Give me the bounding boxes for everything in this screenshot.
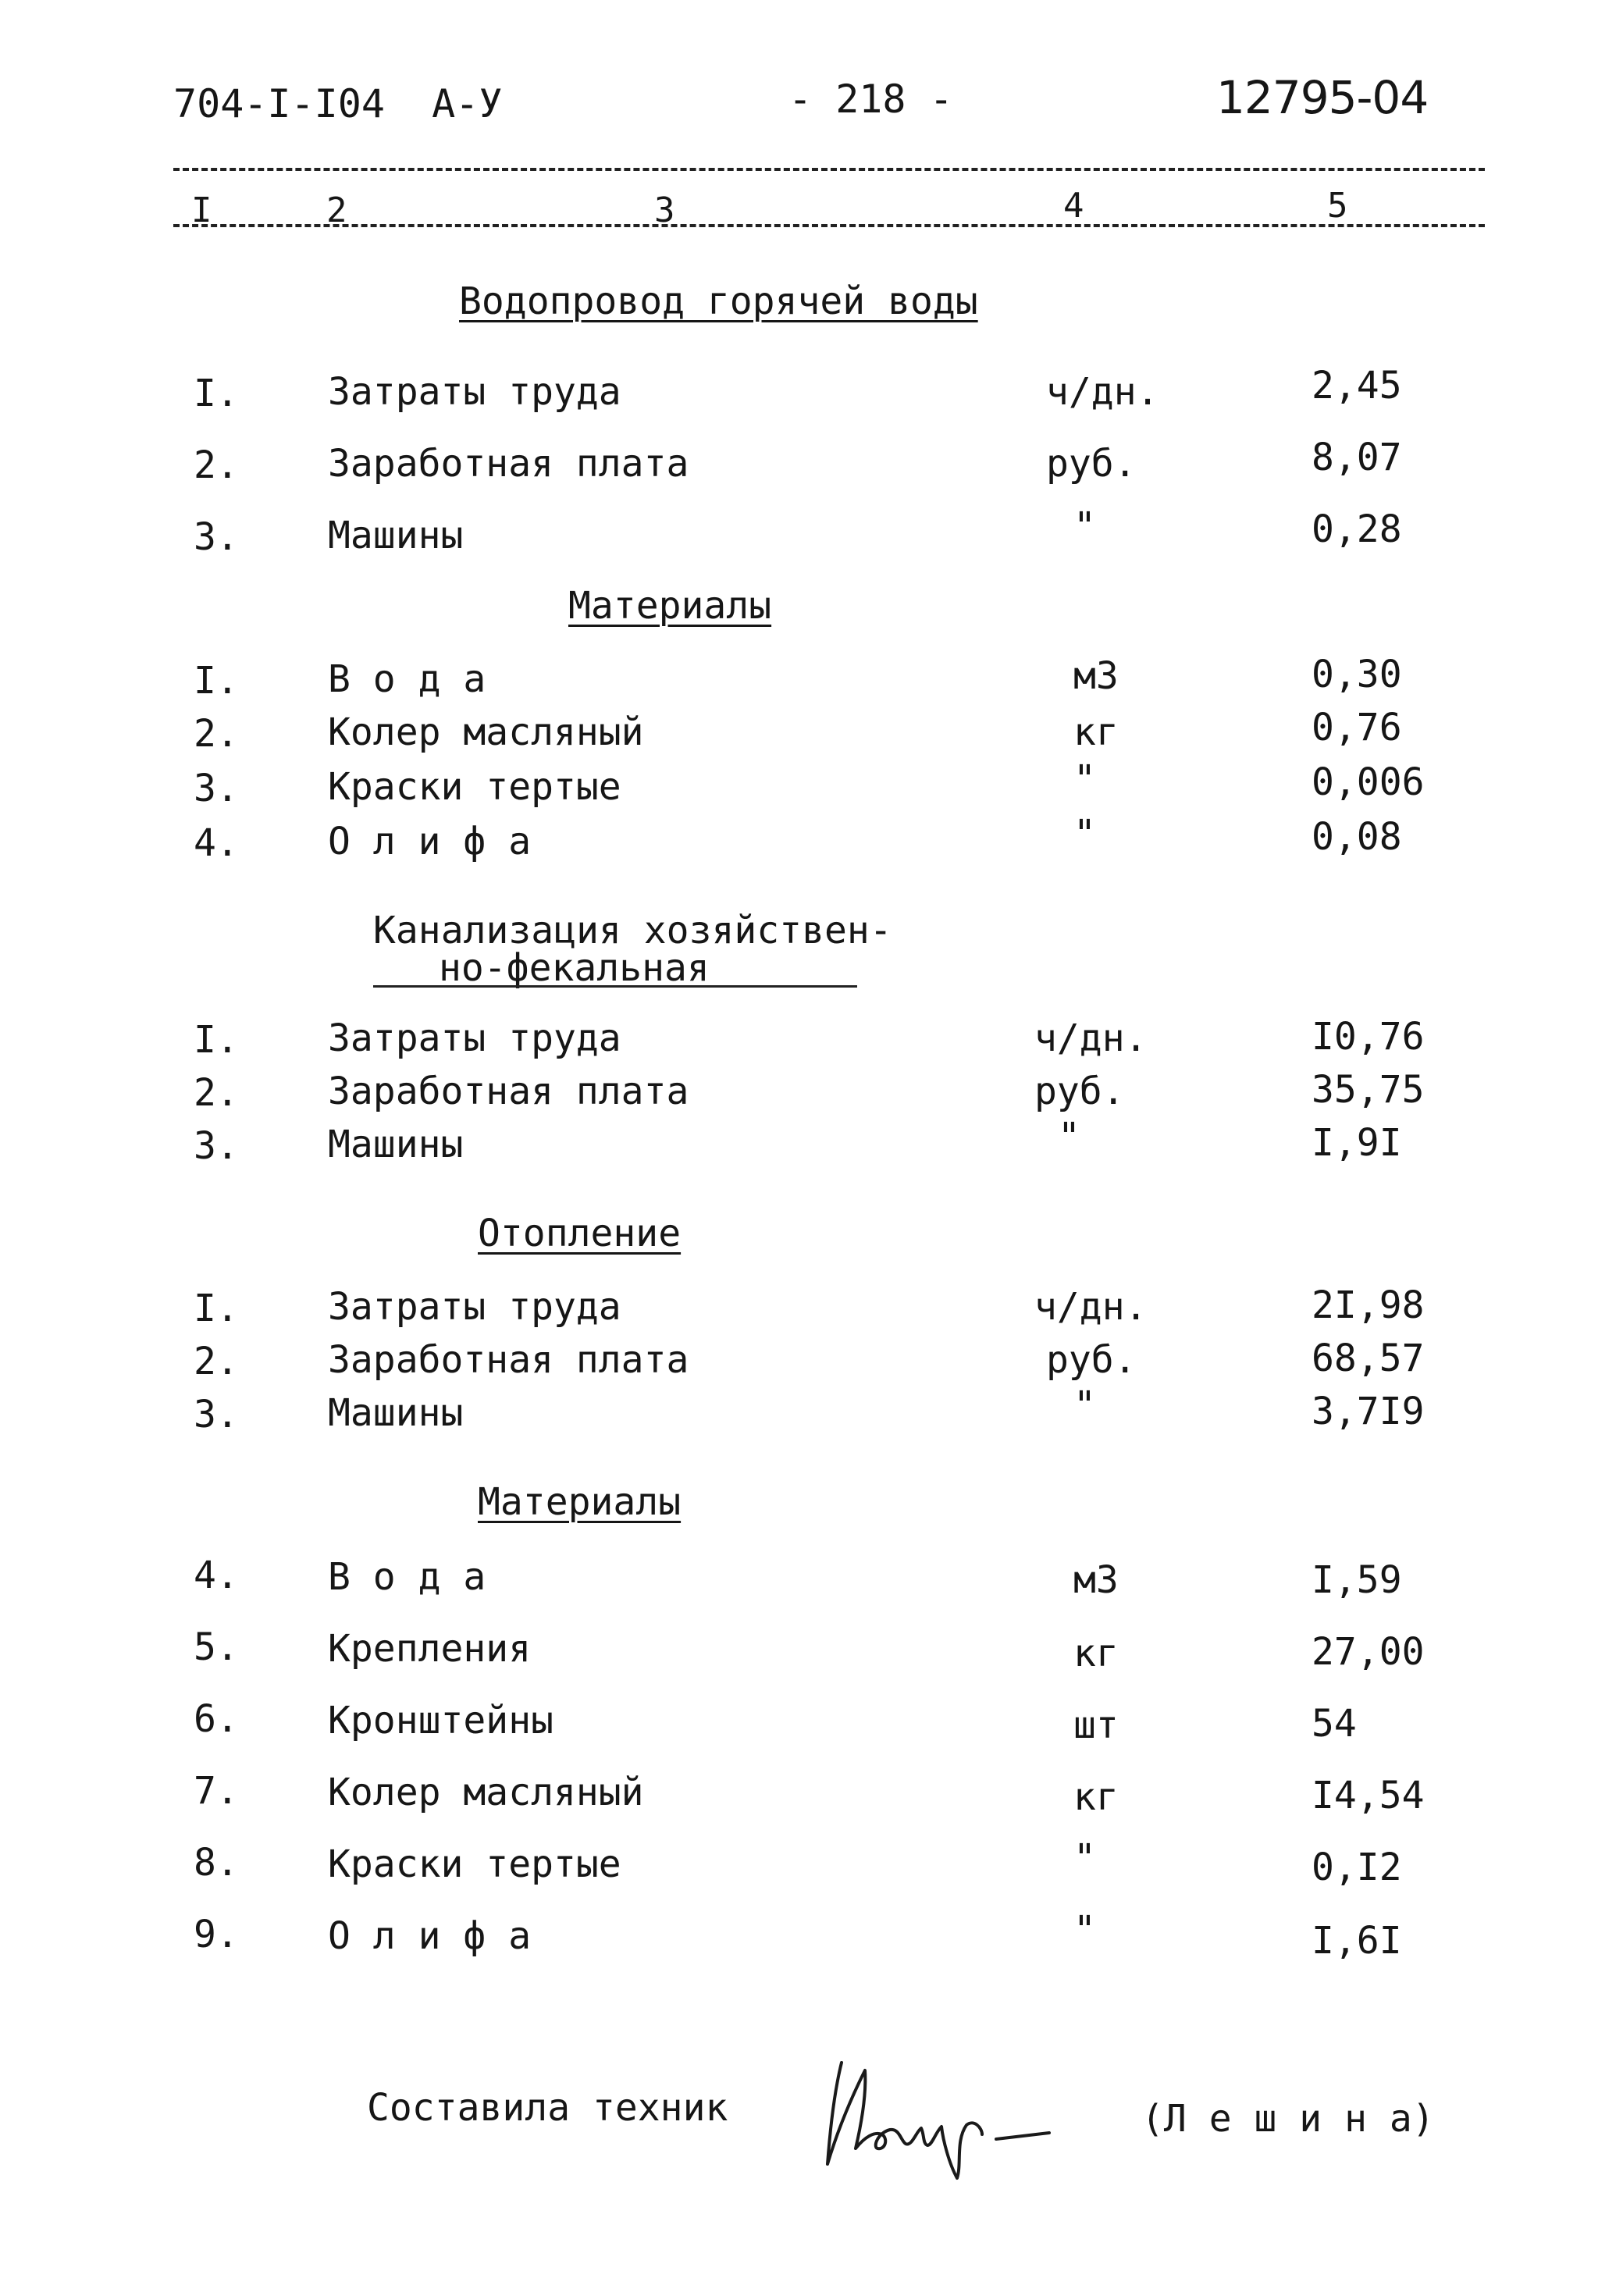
row-number: 2. <box>194 712 239 756</box>
row-unit: ч/дн. <box>1034 1285 1148 1329</box>
row-number: 3. <box>194 1124 239 1168</box>
row-unit: " <box>1073 757 1096 801</box>
row-unit: ч/дн. <box>1034 1016 1148 1060</box>
row-unit: руб. <box>1046 442 1137 486</box>
row-name: Колер масляный <box>328 1771 644 1814</box>
row-number: 3. <box>194 767 239 810</box>
section-title-sewerage-line2: но-фекальная <box>439 946 710 990</box>
section-title-materials: Материалы <box>478 1480 682 1524</box>
row-number: 2. <box>194 1340 239 1383</box>
row-name: Заработная плата <box>328 442 689 486</box>
row-value: 0,30 <box>1312 653 1402 696</box>
row-value: I0,76 <box>1312 1015 1425 1059</box>
row-name: В о д а <box>328 657 486 701</box>
row-name: Машины <box>328 1123 464 1166</box>
compiler-name: (Л е ш и н а) <box>1141 2097 1435 2141</box>
row-unit: " <box>1073 1836 1096 1880</box>
column-number-2: 2 <box>326 190 347 230</box>
row-number: I. <box>194 659 239 703</box>
row-name: Заработная плата <box>328 1338 689 1382</box>
handwritten-signature-icon <box>818 2047 1068 2187</box>
row-number: I. <box>194 1287 239 1330</box>
row-number: 4. <box>194 821 239 865</box>
row-number: 3. <box>194 1393 239 1436</box>
row-name: О л и ф а <box>328 1914 532 1958</box>
row-name: Затраты труда <box>328 370 621 414</box>
row-name: Затраты труда <box>328 1285 621 1329</box>
doc-code: 704-I-I04 А-У <box>173 81 503 126</box>
row-value: 3,7I9 <box>1312 1390 1425 1433</box>
row-unit: кг <box>1073 1775 1119 1819</box>
row-unit: кг <box>1073 1632 1119 1675</box>
row-value: 0,I2 <box>1312 1846 1402 1889</box>
row-name: Затраты труда <box>328 1016 621 1060</box>
row-name: Машины <box>328 514 464 557</box>
row-number: 2. <box>194 443 239 487</box>
row-name: Крепления <box>328 1627 532 1671</box>
column-number-1: I <box>191 190 212 230</box>
row-value: 35,75 <box>1312 1068 1425 1112</box>
page-number: - 218 - <box>788 77 953 122</box>
row-unit: " <box>1073 1383 1096 1427</box>
row-value: 68,57 <box>1312 1337 1425 1380</box>
row-value: I,6I <box>1312 1919 1402 1963</box>
row-unit: м3 <box>1073 654 1119 698</box>
row-value: 0,76 <box>1312 706 1402 749</box>
row-name: В о д а <box>328 1555 486 1599</box>
row-value: 0,28 <box>1312 507 1402 551</box>
row-name: Заработная плата <box>328 1070 689 1113</box>
handwritten-number: 12795-04 <box>1216 71 1429 124</box>
row-unit: " <box>1073 504 1096 548</box>
row-number: 3. <box>194 515 239 559</box>
row-value: 0,08 <box>1312 815 1402 859</box>
row-unit: " <box>1058 1115 1080 1159</box>
row-unit: руб. <box>1046 1338 1137 1382</box>
row-unit: м3 <box>1073 1558 1119 1602</box>
row-name: Кронштейны <box>328 1699 553 1742</box>
row-value: I,59 <box>1312 1558 1402 1602</box>
column-number-5: 5 <box>1327 186 1348 226</box>
row-name: Краски тертые <box>328 765 621 809</box>
row-number: I. <box>194 1018 239 1062</box>
row-name: Колер масляный <box>328 710 644 754</box>
row-value: 8,07 <box>1312 436 1402 479</box>
row-unit: шт <box>1073 1703 1119 1747</box>
compiled-by-label: Составила техник <box>367 2086 728 2130</box>
row-unit: руб. <box>1034 1070 1125 1113</box>
row-value: I4,54 <box>1312 1774 1425 1817</box>
row-number: 9. <box>194 1913 239 1956</box>
row-value: 0,006 <box>1312 760 1425 804</box>
column-number-4: 4 <box>1063 186 1084 226</box>
row-unit: ч/дн. <box>1046 370 1159 414</box>
row-value: I,9I <box>1312 1121 1402 1165</box>
row-name: Краски тертые <box>328 1842 621 1886</box>
row-number: I. <box>194 372 239 415</box>
column-number-3: 3 <box>654 190 675 230</box>
section-title-sewerage-line1: Канализация хозяйствен- <box>373 909 892 952</box>
row-number: 6. <box>194 1697 239 1741</box>
row-unit: " <box>1073 1908 1096 1952</box>
row-number: 4. <box>194 1554 239 1597</box>
row-number: 2. <box>194 1071 239 1115</box>
row-unit: кг <box>1073 710 1119 754</box>
row-name: О л и ф а <box>328 820 532 863</box>
dashed-rule-bottom <box>173 224 1485 227</box>
row-number: 8. <box>194 1841 239 1885</box>
section-title-underline <box>373 985 857 988</box>
row-value: 2,45 <box>1312 364 1402 408</box>
section-title-heating: Отопление <box>478 1212 682 1255</box>
section-title-materials: Материалы <box>568 584 772 628</box>
row-value: 27,00 <box>1312 1630 1425 1674</box>
section-title-hot-water: Водопровод горячей воды <box>459 279 978 323</box>
row-number: 5. <box>194 1625 239 1669</box>
row-value: 54 <box>1312 1702 1357 1746</box>
row-number: 7. <box>194 1769 239 1813</box>
row-name: Машины <box>328 1391 464 1435</box>
dashed-rule-top <box>173 168 1485 171</box>
row-value: 2I,98 <box>1312 1283 1425 1327</box>
row-unit: " <box>1073 812 1096 856</box>
